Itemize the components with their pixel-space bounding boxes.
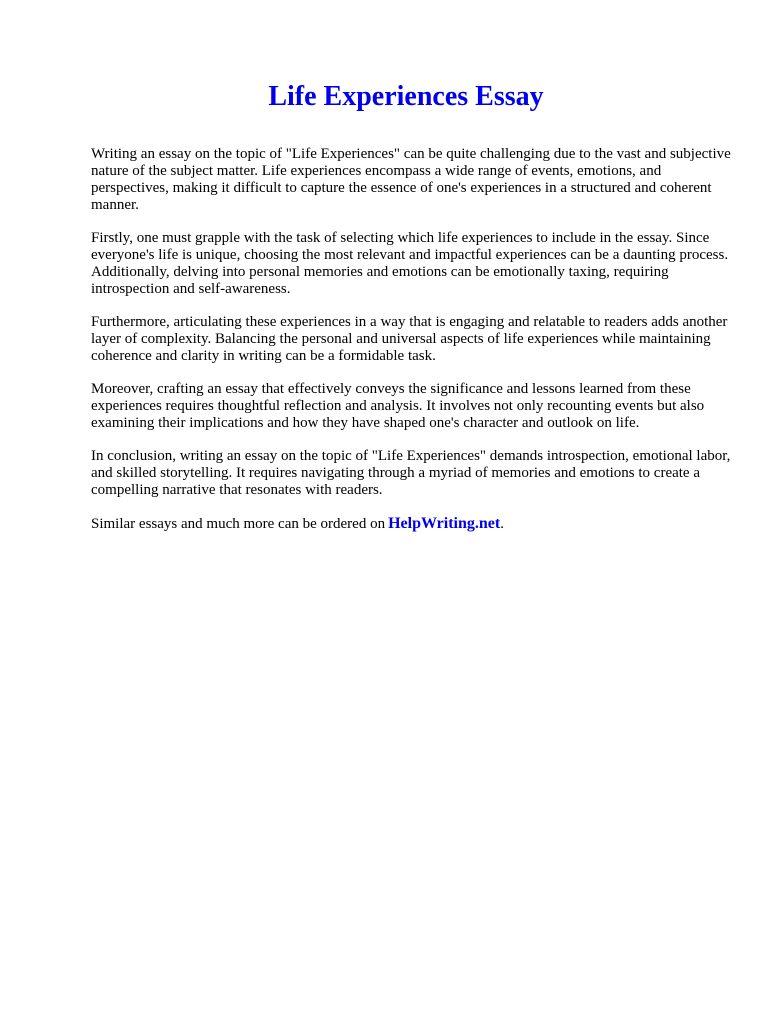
paragraph-1: Writing an essay on the topic of "Life Experiences" can be quite challenging due to the vast and subjective nature of the subject matter. Life experiences encompass a wide range of events, emotions, and perspectives, making it difficult to capture the essence of one's experiences in a structured and coherent manner.	[91, 146, 731, 213]
document-body	[91, 146, 731, 533]
paragraph-3: Furthermore, articulating these experiences in a way that is engaging and relatable to readers adds another layer of complexity. Balancing the personal and universal aspects of life experiences while maintaining coherence and clarity in writing can be a formidable task.	[91, 314, 728, 364]
paragraph-4: Moreover, crafting an essay that effectively conveys the significance and lessons learned from these experiences requires thoughtful reflection and analysis. It involves not only recounting events but also examining their implications and how they have shaped one's character and outlook on life.	[91, 381, 705, 431]
document-title: Life Experiences Essay	[268, 81, 544, 112]
footer-suffix: .	[500, 516, 504, 532]
paragraph-5: In conclusion, writing an essay on the topic of "Life Experiences" demands introspection, emotional labor, and skilled storytelling. It requires navigating through a myriad of memories and emotions to create a compelling narrative that resonates with readers.	[91, 448, 731, 498]
footer-line	[91, 515, 731, 533]
footer-text: Similar essays and much more can be ordered on	[91, 516, 386, 532]
helpwriting-link[interactable]: HelpWriting.net	[388, 515, 501, 532]
paragraph-2: Firstly, one must grapple with the task of selecting which life experiences to include in the essay. Since everyone's life is unique, choosing the most relevant and impactful experiences can be a daunting process. Additionally, delving into personal memories and emotions can be emotionally taxing, requiring introspection and self-awareness.	[91, 230, 729, 297]
